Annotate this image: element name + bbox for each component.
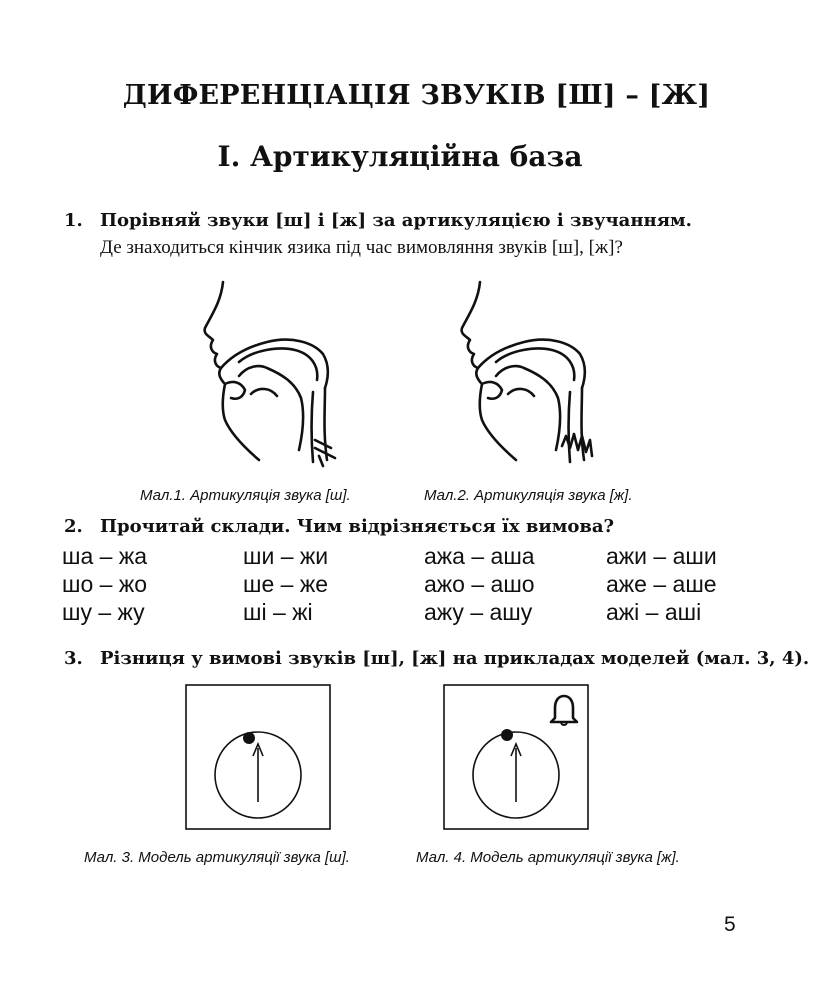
syllable-pair: ажо – ашо: [424, 571, 535, 597]
model-zh-diagram: [443, 684, 589, 830]
task-2-number: 2.: [64, 516, 83, 537]
page-title: ДИФЕРЕНЦІАЦІЯ ЗВУКІВ [Ш] – [Ж]: [122, 80, 711, 111]
articulation-zh-illustration: [452, 270, 632, 485]
syllable-pair: шо – жо: [62, 571, 147, 597]
syllable-pair: ажі – аші: [606, 599, 702, 625]
syllable-pair: ажа – аша: [424, 543, 535, 569]
figure-3-caption: Мал. 3. Модель артикуляції звука [ш].: [84, 849, 350, 866]
articulation-sh-illustration: [195, 270, 375, 485]
task-3-title: Різниця у вимові звуків [ш], [ж] на прикладах моделей (мал. 3, 4).: [100, 648, 810, 669]
syllable-pair: аже – аше: [606, 571, 717, 597]
syllable-pair: ажу – ашу: [424, 599, 533, 625]
task-1-title: Порівняй звуки [ш] і [ж] за артикуляцією і звучанням.: [100, 210, 692, 231]
bell-icon: [551, 696, 577, 725]
syllable-pair: ше – же: [243, 571, 328, 597]
syllable-pair: шу – жу: [62, 599, 145, 625]
task-3-number: 3.: [64, 648, 83, 669]
task-1-number: 1.: [64, 210, 83, 231]
syllable-pair: ажи – аши: [606, 543, 717, 569]
figure-2-caption: Мал.2. Артикуляція звука [ж].: [424, 487, 633, 504]
page-number: 5: [724, 913, 736, 936]
figure-4-caption: Мал. 4. Модель артикуляції звука [ж].: [416, 849, 680, 866]
section-title: І. Артикуляційна база: [217, 140, 583, 173]
syllable-pair: ші – жі: [243, 599, 313, 625]
task-2-title: Прочитай склади. Чим відрізняється їх вимова?: [100, 516, 615, 537]
syllable-pair: ши – жи: [243, 543, 329, 569]
task-1-subtitle: Де знаходиться кінчик язика під час вимовляння звуків [ш], [ж]?: [100, 237, 623, 258]
figure-1-caption: Мал.1. Артикуляція звука [ш].: [140, 487, 351, 504]
syllable-pair: ша – жа: [62, 543, 147, 569]
model-sh-diagram: [185, 684, 331, 830]
